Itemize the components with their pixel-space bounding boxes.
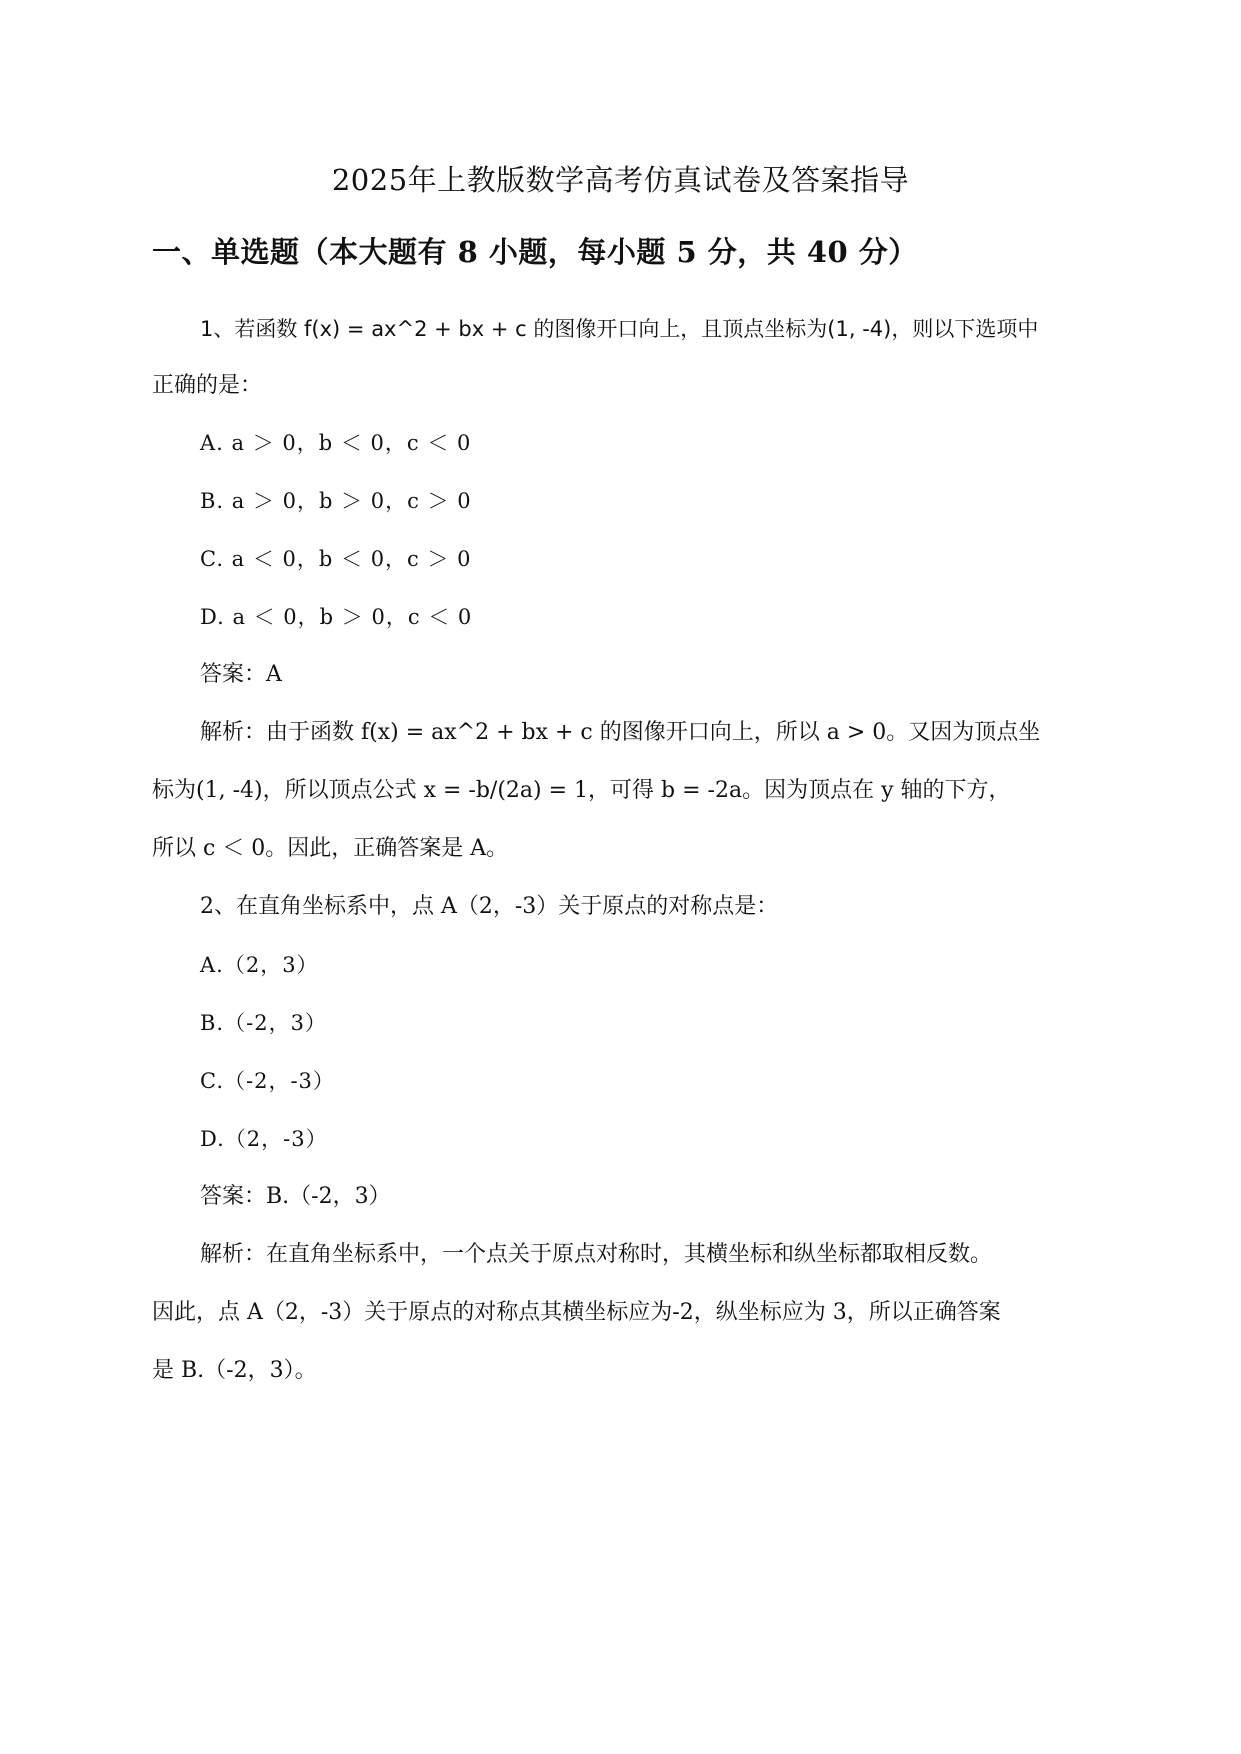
question-2-option-c: C.（-2，-3） [200, 1069, 335, 1093]
question-2-option-d: D.（2，-3） [200, 1127, 328, 1151]
question-2-analysis-line-2: 因此，点 A（2，-3）关于原点的对称点其横坐标应为-2，纵坐标应为 3，所以正确答案 [152, 1300, 1001, 1325]
question-2-analysis-line-1: 解析：在直角坐标系中，一个点关于原点对称时，其横坐标和纵坐标都取相反数。 [200, 1242, 993, 1267]
question-1-stem-line-2: 正确的是： [152, 373, 263, 398]
question-1-option-a: A. a ＞ 0，b ＜ 0，c ＜ 0 [200, 431, 472, 455]
question-1-stem-line-1: 1、若函数 f(x) = ax^2 + bx + c 的图像开口向上，且顶点坐标为(1, -4)，则以下选项中 [200, 317, 1039, 341]
question-2-option-a: A.（2，3） [200, 953, 319, 977]
question-2-option-b: B.（-2，3） [200, 1011, 327, 1035]
question-2-answer: 答案：B.（-2，3） [200, 1184, 391, 1209]
question-1-analysis-line-3: 所以 c ＜ 0。因此，正确答案是 A。 [152, 836, 509, 861]
document-title: 2025年上教版数学高考仿真试卷及答案指导 [331, 163, 910, 197]
question-2-analysis-line-3: 是 B.（-2，3）。 [152, 1358, 317, 1383]
question-1-analysis-line-1: 解析：由于函数 f(x) = ax^2 + bx + c 的图像开口向上，所以 a > 0。又因为顶点坐 [200, 720, 1041, 745]
section-heading: 一、单选题（本大题有 8 小题，每小题 5 分，共 40 分） [152, 235, 918, 269]
question-1-answer: 答案：A [200, 662, 282, 687]
question-1-option-d: D. a ＜ 0，b ＞ 0，c ＜ 0 [200, 605, 473, 629]
question-1-analysis-line-2: 标为(1, -4)，所以顶点公式 x = -b/(2a) = 1，可得 b = -2a。因为顶点在 y 轴的下方， [152, 778, 1011, 803]
question-2-stem: 2、在直角坐标系中，点 A（2，-3）关于原点的对称点是： [200, 894, 779, 919]
question-1-option-b: B. a ＞ 0，b ＞ 0，c ＞ 0 [200, 489, 472, 513]
question-1-option-c: C. a ＜ 0，b ＜ 0，c ＞ 0 [200, 547, 472, 571]
